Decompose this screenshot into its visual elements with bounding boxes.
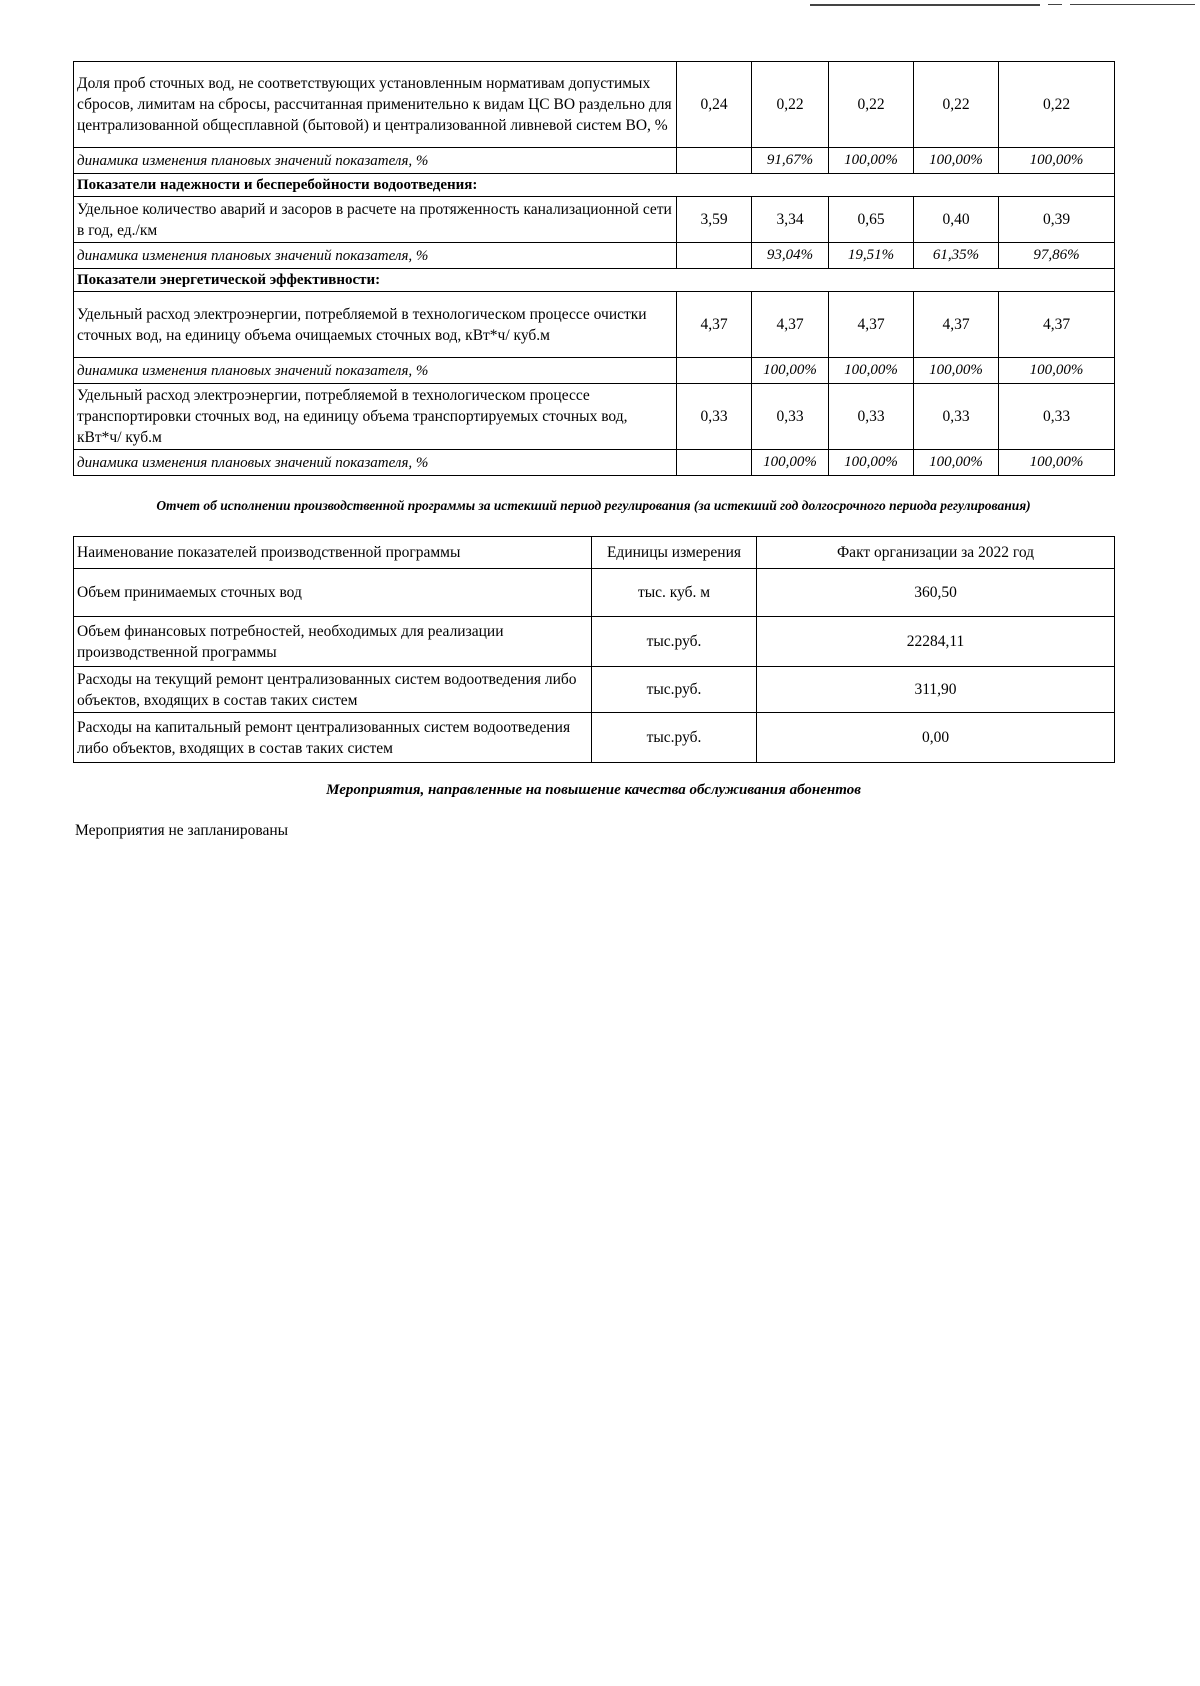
indicator-value: 3,34 (752, 197, 829, 243)
indicator-value: 4,37 (914, 292, 999, 358)
report-row (74, 569, 1115, 617)
dynamics-value: 100,00% (999, 358, 1115, 384)
indicator-value: 4,37 (677, 292, 752, 358)
indicator-value: 0,65 (829, 197, 914, 243)
dynamics-value: 100,00% (752, 450, 829, 476)
indicator-value: 3,59 (677, 197, 752, 243)
report-value: 360,50 (757, 569, 1115, 617)
dynamics-row (74, 358, 1115, 384)
indicator-row (74, 384, 1115, 450)
report-unit: тыс.руб. (592, 617, 757, 667)
indicator-name: Доля проб сточных вод, не соответствующих установленным нормативам допустимых сбросов, лимитам на сбросы, рассчитанная применительно к видам ЦС ВО раздельно для централизованной общесплавной (бытовой) и централизованной ливневой систем ВО, % (74, 62, 677, 148)
section-row (74, 269, 1115, 292)
section-heading: Показатели энергетической эффективности: (74, 269, 1115, 292)
dynamics-value: 100,00% (999, 148, 1115, 174)
indicator-row (74, 197, 1115, 243)
report-row (74, 617, 1115, 667)
top-rule-dash (1048, 4, 1062, 5)
indicator-value: 0,33 (914, 384, 999, 450)
indicator-value: 0,22 (829, 62, 914, 148)
indicators-table (73, 61, 1115, 476)
indicator-value: 0,22 (914, 62, 999, 148)
dynamics-value: 91,67% (752, 148, 829, 174)
header-unit: Единицы измерения (592, 537, 757, 569)
dynamics-value (677, 243, 752, 269)
header-name: Наименование показателей производственной программы (74, 537, 592, 569)
dynamics-value: 19,51% (829, 243, 914, 269)
dynamics-label: динамика изменения плановых значений показателя, % (74, 450, 677, 476)
indicator-value: 4,37 (999, 292, 1115, 358)
report-header-row (74, 537, 1115, 569)
dynamics-value: 100,00% (999, 450, 1115, 476)
dynamics-row (74, 243, 1115, 269)
dynamics-value: 100,00% (752, 358, 829, 384)
top-rule-end (1070, 4, 1195, 5)
report-name: Объем принимаемых сточных вод (74, 569, 592, 617)
dynamics-value: 100,00% (829, 450, 914, 476)
report-name: Объем финансовых потребностей, необходимых для реализации производственной программы (74, 617, 592, 667)
report-value: 22284,11 (757, 617, 1115, 667)
indicator-name: Удельный расход электроэнергии, потребляемой в технологическом процессе транспортировки сточных вод, на единицу объема транспортируемых сточных вод, кВт*ч/ куб.м (74, 384, 677, 450)
dynamics-value (677, 358, 752, 384)
report-unit: тыс.руб. (592, 667, 757, 713)
indicator-value: 0,33 (829, 384, 914, 450)
dynamics-value: 100,00% (914, 148, 999, 174)
dynamics-row (74, 450, 1115, 476)
report-table (73, 536, 1115, 763)
dynamics-value: 100,00% (829, 148, 914, 174)
dynamics-value (677, 450, 752, 476)
dynamics-value: 93,04% (752, 243, 829, 269)
indicator-row (74, 62, 1115, 148)
indicator-value: 0,33 (677, 384, 752, 450)
dynamics-value (677, 148, 752, 174)
report-name: Расходы на капитальный ремонт централизованных систем водоотведения либо объектов, входящих в состав таких систем (74, 713, 592, 763)
section-row (74, 174, 1115, 197)
indicator-value: 0,33 (999, 384, 1115, 450)
dynamics-value: 97,86% (999, 243, 1115, 269)
indicator-name: Удельный расход электроэнергии, потребляемой в технологическом процессе очистки сточных вод, на единицу объема очищаемых сточных вод, кВт*ч/ куб.м (74, 292, 677, 358)
dynamics-label: динамика изменения плановых значений показателя, % (74, 148, 677, 174)
dynamics-label: динамика изменения плановых значений показателя, % (74, 358, 677, 384)
report-row (74, 667, 1115, 713)
dynamics-value: 100,00% (914, 358, 999, 384)
report-row (74, 713, 1115, 763)
indicator-value: 4,37 (829, 292, 914, 358)
indicator-value: 0,40 (914, 197, 999, 243)
indicator-value: 0,39 (999, 197, 1115, 243)
dynamics-label: динамика изменения плановых значений показателя, % (74, 243, 677, 269)
header-fact: Факт организации за 2022 год (757, 537, 1115, 569)
indicator-value: 0,22 (999, 62, 1115, 148)
measures-title: Мероприятия, направленные на повышение качества обслуживания абонентов (326, 782, 861, 798)
report-caption: Отчет об исполнении производственной программы за истекший период регулирования (за истекший год долгосрочного периода регулирования) (156, 498, 1031, 513)
indicator-value: 4,37 (752, 292, 829, 358)
indicator-name: Удельное количество аварий и засоров в расчете на протяженность канализационной сети в год, ед./км (74, 197, 677, 243)
dynamics-row (74, 148, 1115, 174)
report-unit: тыс. куб. м (592, 569, 757, 617)
report-value: 0,00 (757, 713, 1115, 763)
indicator-value: 0,24 (677, 62, 752, 148)
dynamics-value: 100,00% (829, 358, 914, 384)
indicator-row (74, 292, 1115, 358)
dynamics-value: 100,00% (914, 450, 999, 476)
report-name: Расходы на текущий ремонт централизованных систем водоотведения либо объектов, входящих в состав таких систем (74, 667, 592, 713)
indicator-value: 0,33 (752, 384, 829, 450)
report-value: 311,90 (757, 667, 1115, 713)
indicator-value: 0,22 (752, 62, 829, 148)
report-unit: тыс.руб. (592, 713, 757, 763)
dynamics-value: 61,35% (914, 243, 999, 269)
measures-text: Мероприятия не запланированы (75, 822, 289, 839)
top-rule (810, 4, 1040, 6)
section-heading: Показатели надежности и бесперебойности водоотведения: (74, 174, 1115, 197)
